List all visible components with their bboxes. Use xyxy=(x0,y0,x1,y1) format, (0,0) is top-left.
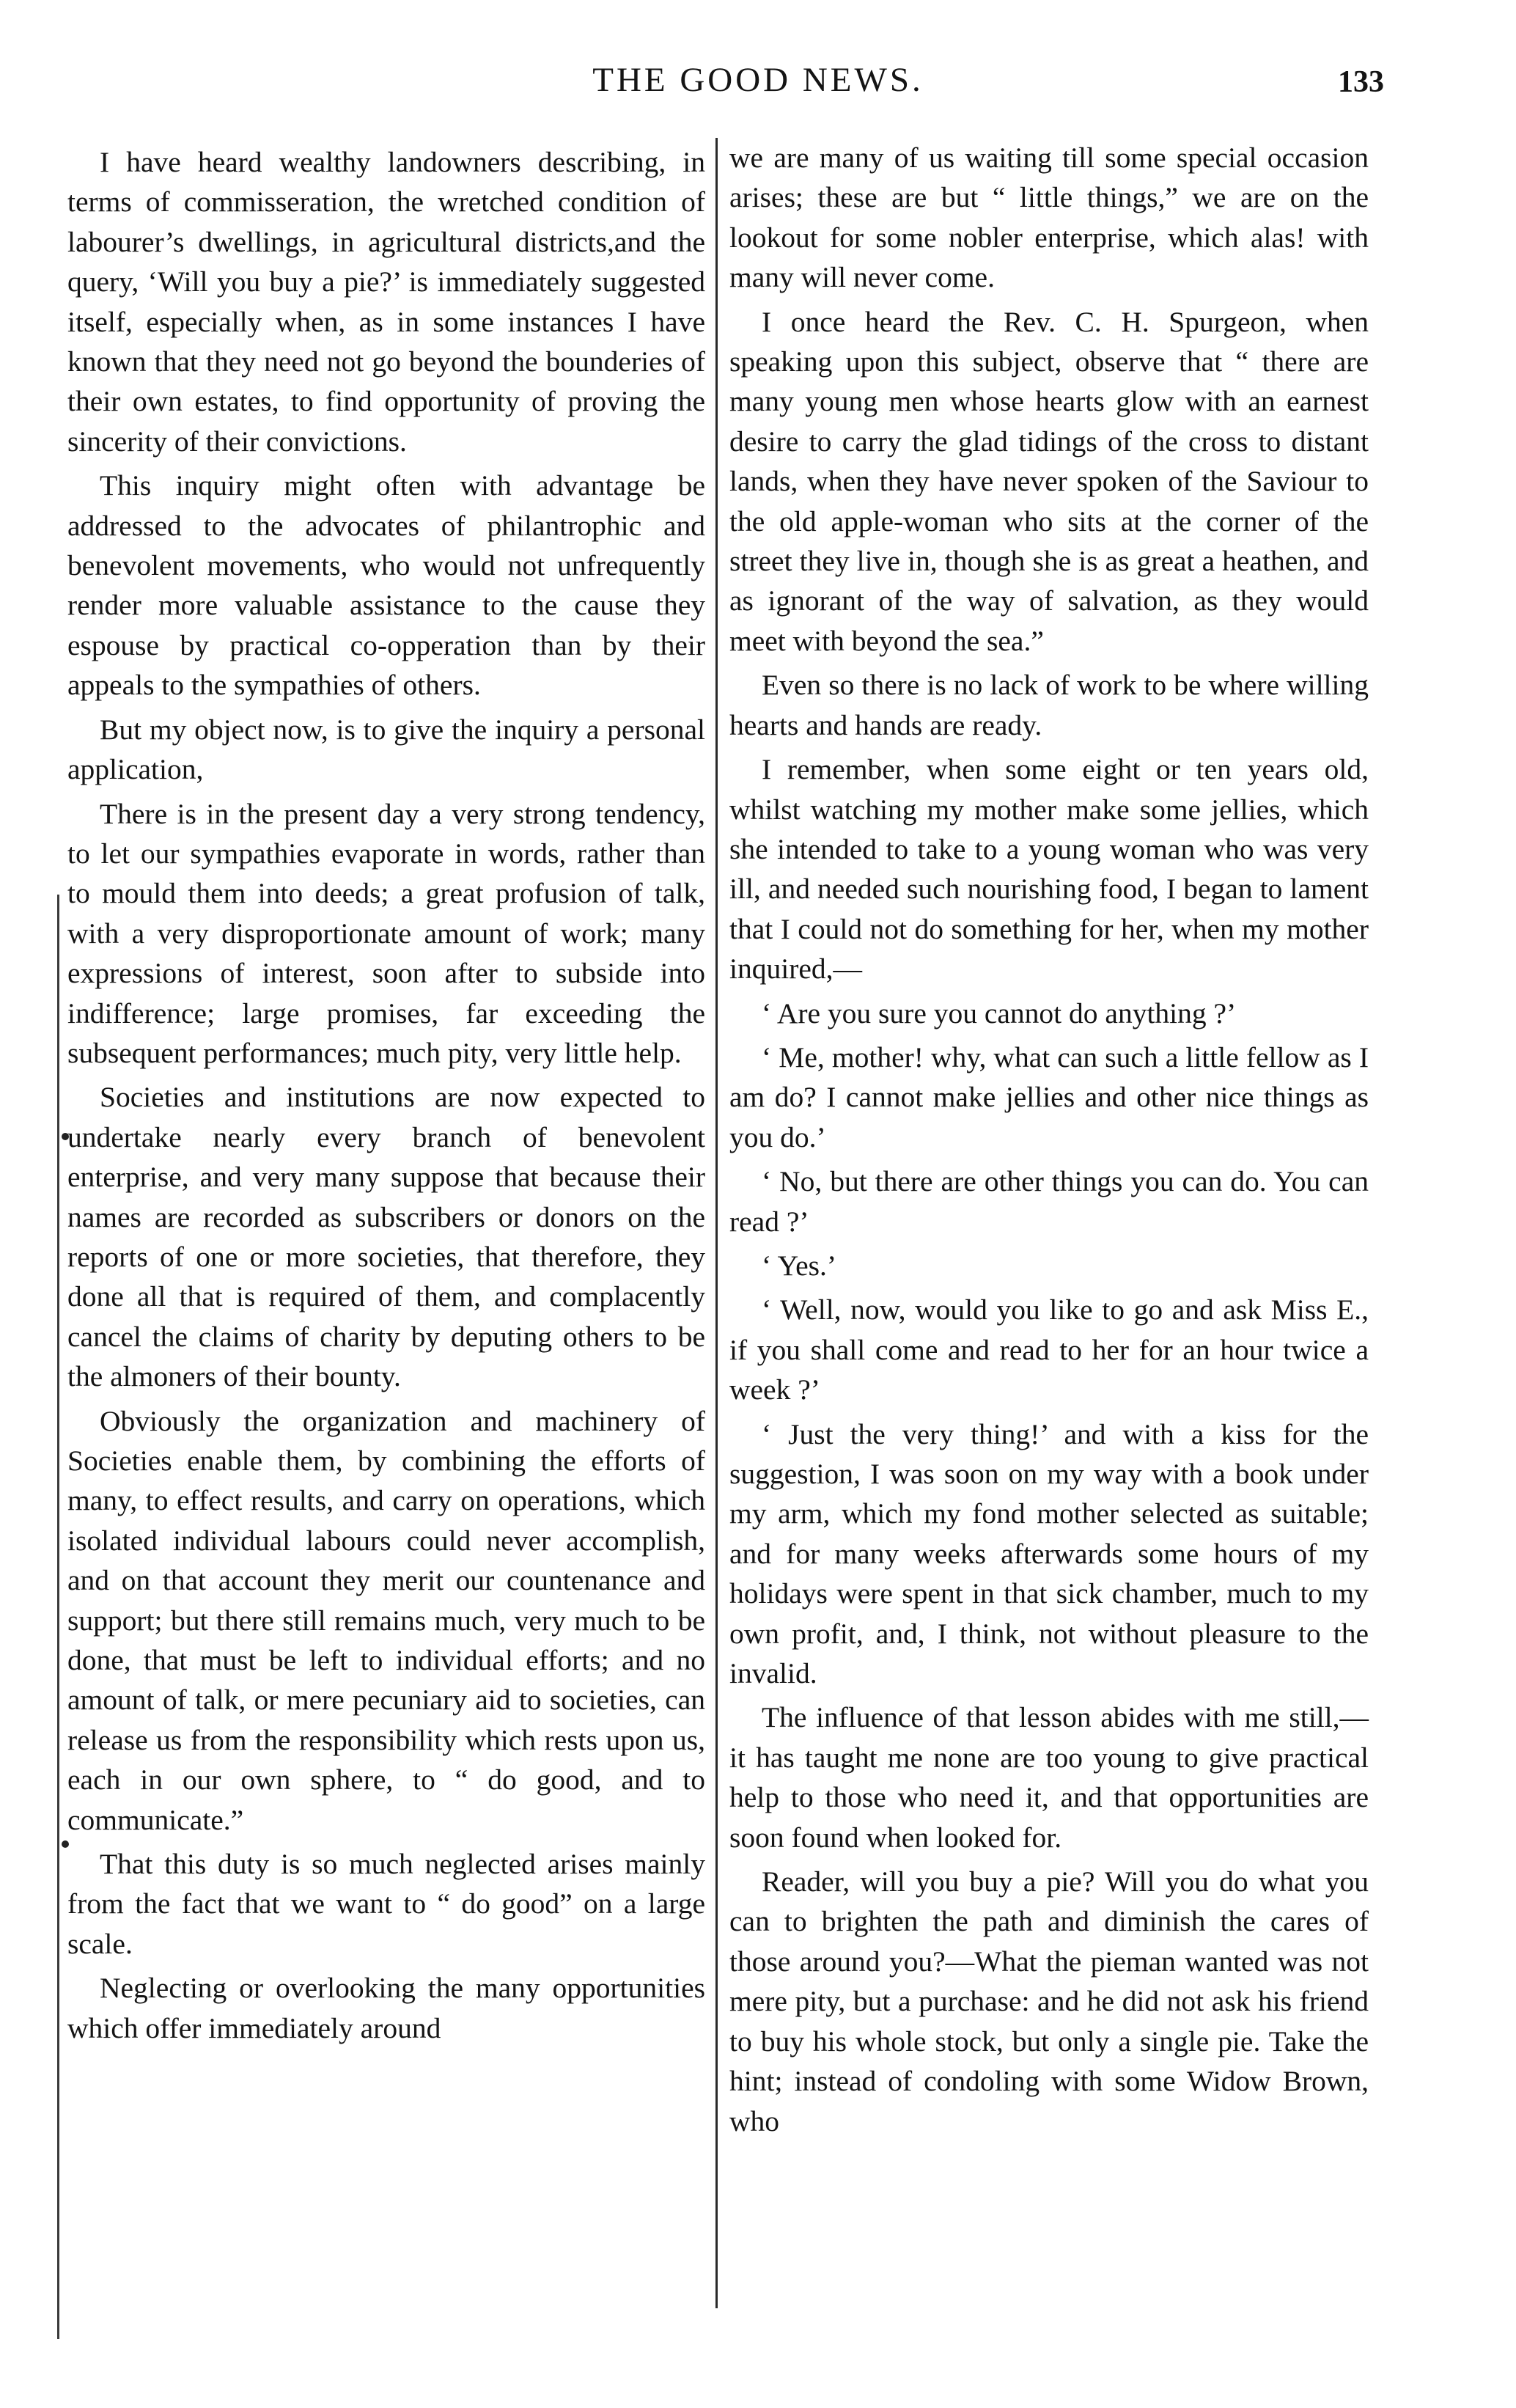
paragraph: I once heard the Rev. C. H. Spurgeon, when speaking upon this subject, observe that “ there are many young men whose hearts glow with an earnest desire to carry the glad tidings of the cross to distant lands, when they have never spoken of the Saviour to the old apple-woman who sits at the corner of the street they live in, though she is as great a heathen, and as ignorant of the way of salvation, as they would meet with beyond the sea.” xyxy=(729,305,1369,657)
paragraph: I have heard wealthy landowners describing, in terms of commisseration, the wretched condition of labourer’s dwellings, in agricultural districts,and the query, ‘Will you buy a pie?’ is immediately suggested itself, especially when, as in some instances I have known that they need not go beyond the bounderies of their own estates, to find opportunity of proving the sincerity of their convictions. xyxy=(67,146,705,458)
right-column xyxy=(729,138,1369,2141)
paragraph: ‘ No, but there are other things you can do. You can read ?’ xyxy=(729,1165,1369,1238)
page-number: 133 xyxy=(1338,65,1384,99)
paragraph: This inquiry might often with advantage be addressed to the advocates of philantrophic and benevolent movements, who would not unfrequently render more valuable assistance to the cause they espouse by practical co-opperation than by their appeals to the sympathies of others. xyxy=(67,469,705,702)
paragraph: The influence of that lesson abides with me still,—it has taught me none are too young to give practical help to those who need it, and that opportunities are soon found when looked for. xyxy=(729,1701,1369,1854)
paragraph: That this duty is so much neglected arises mainly from the fact that we want to “ do good” on a large scale. xyxy=(67,1848,705,1960)
running-title: THE GOOD NEWS. xyxy=(592,61,924,99)
paragraph: we are many of us waiting till some special occasion arises; these are but “ little things,” we are on the lookout for some nobler enterprise, which alas! with many will never come. xyxy=(729,142,1369,294)
paragraph: I remember, when some eight or ten years old, whilst watching my mother make some jellies, which she intended to take to a young woman who was very ill, and needed such nourishing food, I began to lament that I could not do something for her, when my mother inquired,— xyxy=(729,753,1369,985)
paragraph: But my object now, is to give the inquiry a personal application, xyxy=(67,713,705,786)
paragraph: ‘ Are you sure you cannot do anything ?’ xyxy=(762,996,1237,1029)
paragraph: Obviously the organization and machinery of Societies enable them, by combining the efforts of many, to effect results, and carry on operations, which isolated individual labours could never accomplish, and on that account they merit our countenance and support; but there still remains much, very much to be done, that must be left to individual efforts; and no amount of talk, or mere pecuniary aid to societies, can release us from the responsibility which rests upon us, each in our own sphere, to “ do good, and to communicate.” xyxy=(67,1404,705,1836)
paragraph: Neglecting or overlooking the many opportunities which offer immediately around xyxy=(67,1972,705,2044)
paragraph: ‘ Me, mother! why, what can such a little fellow as I am do? I cannot make jellies and other nice things as you do.’ xyxy=(729,1040,1369,1153)
paragraph: Reader, will you buy a pie? Will you do what you can to brighten the path and diminish the cares of those around you?—What the pieman wanted was not mere pity, but a purchase: and he did not ask his friend to buy his whole stock, but only a single pie. Take the hint; instead of condoling with some Widow Brown, who xyxy=(729,1865,1369,2137)
margin-mark xyxy=(57,895,59,2339)
paragraph: ‘ Just the very thing!’ and with a kiss for the suggestion, I was soon on my way with a book under my arm, which my fond mother selected as suitable; and for many weeks afterwards some hours of my holidays were spent in that sick chamber, much to my own profit, and, I think, not without pleasure to the invalid. xyxy=(729,1417,1369,1690)
paragraph: ‘ Yes.’ xyxy=(762,1249,837,1282)
paragraph: ‘ Well, now, would you like to go and ask Miss E., if you shall come and read to her for an hour twice a week ?’ xyxy=(729,1293,1369,1406)
column-divider xyxy=(715,138,718,2308)
left-column xyxy=(67,138,705,2048)
paragraph: Even so there is no lack of work to be where willing hearts and hands are ready. xyxy=(729,669,1369,741)
paragraph: Societies and institutions are now expected to undertake nearly every branch of benevolent enterprise, and very many suppose that because their names are recorded as subscribers or donors on the reports of one or more societies, that therefore, they done all that is required of them, and complacently cancel the claims of charity by deputing others to be the almoners of their bounty. xyxy=(67,1081,705,1393)
page-header xyxy=(0,60,1516,104)
paragraph: There is in the present day a very strong tendency, to let our sympathies evaporate in words, rather than to mould them into deeds; a great profusion of talk, with a very disproportionate amount of work; many expressions of interest, soon after to subside into indifference; large promises, far exceeding the subsequent performances; much pity, very little help. xyxy=(67,797,705,1069)
